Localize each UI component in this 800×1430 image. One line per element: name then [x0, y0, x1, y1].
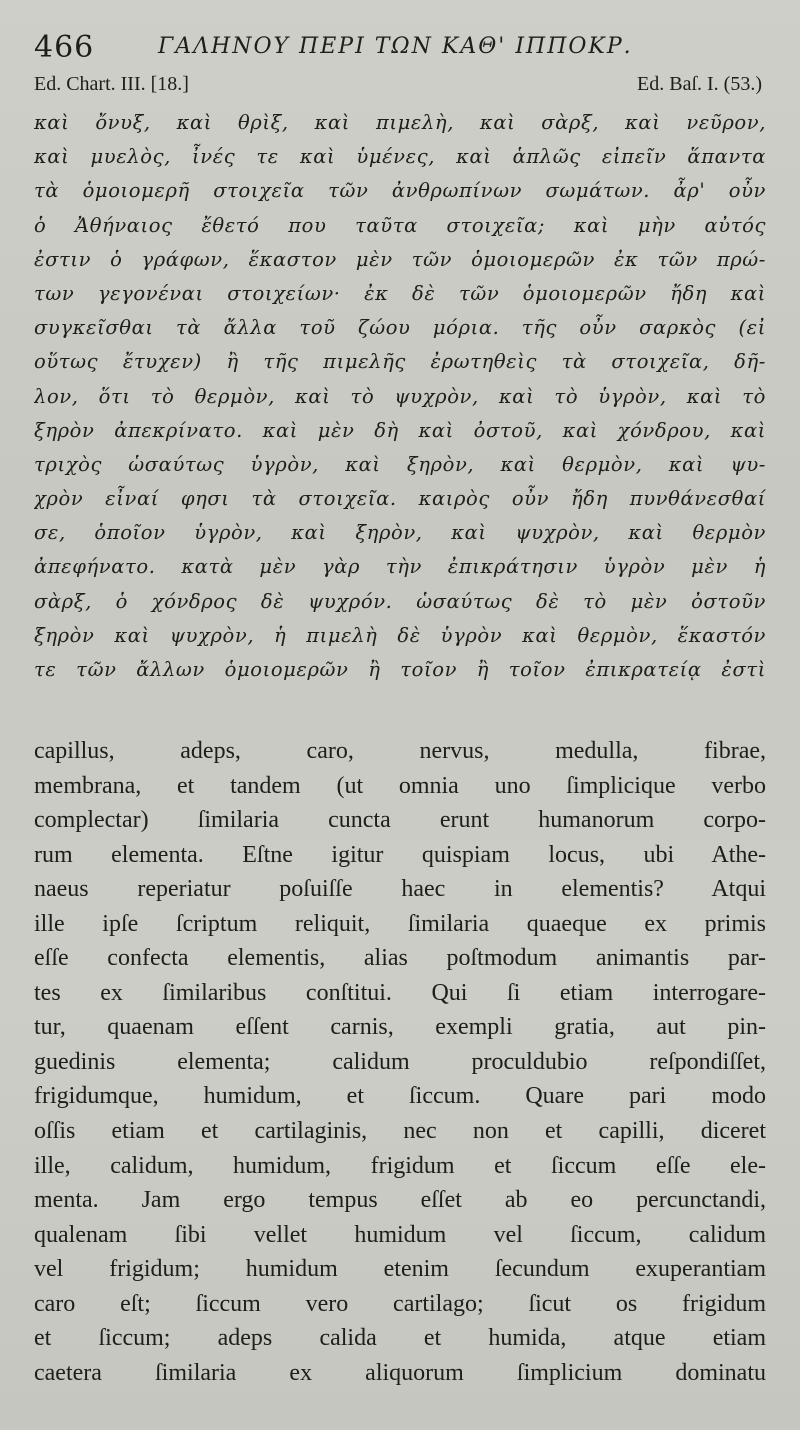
- greek-line: σὰρξ, ὁ χόνδρος δὲ ψυχρόν. ὡσαύτως δὲ τὸ μὲν ὀστοῦν: [34, 589, 766, 613]
- edition-references: [34, 73, 762, 99]
- latin-line: complectar) ſimilaria cuncta erunt humanorum corpo-: [34, 807, 766, 834]
- latin-line: vel frigidum; humidum etenim ſecundum exuperantiam: [34, 1256, 766, 1283]
- edition-reference-basel: Ed. Baſ. I. (53.): [637, 73, 762, 95]
- greek-line: τριχὸς ὡσαύτως ὑγρὸν, καὶ ξηρὸν, καὶ θερμὸν, καὶ ψυ-: [34, 452, 766, 476]
- latin-line: frigidumque, humidum, et ſiccum. Quare pari modo: [34, 1083, 766, 1110]
- greek-line: λον, ὅτι τὸ θερμὸν, καὶ τὸ ψυχρὸν, καὶ τὸ ὑγρὸν, καὶ τὸ: [34, 384, 766, 408]
- latin-line: qualenam ſibi vellet humidum vel ſiccum, calidum: [34, 1221, 766, 1248]
- greek-line: χρὸν εἶναί φησι τὰ στοιχεῖα. καιρὸς οὖν ἤδη πυνθάνεσθαί: [34, 487, 766, 511]
- edition-reference-chart: Ed. Chart. III. [18.]: [34, 73, 189, 95]
- greek-line: τὰ ὁμοιομερῆ στοιχεῖα τῶν ἀνθρωπίνων σωμάτων. ἆρ' οὖν: [34, 179, 766, 203]
- greek-text-block: [34, 106, 766, 687]
- greek-line: ὁ Ἀθήναιος ἔθετό που ταῦτα στοιχεῖα; καὶ μὴν αὐτός: [34, 213, 766, 237]
- page-number: 466: [34, 30, 95, 65]
- greek-line: ξηρὸν καὶ ψυχρὸν, ἡ πιμελὴ δὲ ὑγρὸν καὶ θερμὸν, ἕκαστόν: [34, 623, 766, 647]
- latin-line: eſſe confecta elementis, alias poſtmodum animantis par-: [34, 945, 766, 972]
- greek-line: καὶ ὄνυξ, καὶ θρὶξ, καὶ πιμελὴ, καὶ σὰρξ, καὶ νεῦρον,: [34, 111, 766, 134]
- greek-line: τε τῶν ἄλλων ὁμοιομερῶν ἢ τοῖον ἢ τοῖον ἐπικρατείᾳ ἐστὶ: [34, 658, 766, 681]
- latin-line: caetera ſimilaria ex aliquorum ſimplicium dominatu: [34, 1359, 766, 1386]
- greek-line: σε, ὁποῖον ὑγρὸν, καὶ ξηρὸν, καὶ ψυχρὸν, καὶ θερμὸν: [34, 521, 766, 545]
- greek-line: οὕτως ἔτυχεν) ἢ τῆς πιμελῆς ἐρωτηθεὶς τὰ στοιχεῖα, δῆ-: [34, 350, 766, 374]
- latin-line: caro eſt; ſiccum vero cartilago; ſicut os frigidum: [34, 1290, 766, 1317]
- latin-line: ille ipſe ſcriptum reliquit, ſimilaria quaeque ex primis: [34, 910, 766, 937]
- latin-line: membrana, et tandem (ut omnia uno ſimplicique verbo: [34, 772, 766, 799]
- latin-line: et ſiccum; adeps calida et humida, atque etiam: [34, 1325, 766, 1352]
- latin-line: ille, calidum, humidum, frigidum et ſiccum eſſe ele-: [34, 1152, 766, 1179]
- latin-line: rum elementa. Eſtne igitur quispiam locus, ubi Athe-: [34, 841, 766, 868]
- latin-line: tes ex ſimilaribus conſtitui. Qui ſi etiam interrogare-: [34, 979, 766, 1006]
- greek-line: καὶ μυελὸς, ἶνές τε καὶ ὑμένες, καὶ ἁπλῶς εἰπεῖν ἅπαντα: [34, 145, 766, 169]
- greek-line: ἐστιν ὁ γράφων, ἕκαστον μὲν τῶν ὁμοιομερῶν ἐκ τῶν πρώ-: [34, 247, 766, 271]
- greek-line: συγκεῖσθαι τὰ ἄλλα τοῦ ζώου μόρια. τῆς οὖν σαρκὸς (εἰ: [34, 316, 766, 340]
- running-title: ΓΑΛΗΝΟΥ ΠΕΡΙ ΤΩΝ ΚΑΘ' ΙΠΠΟΚΡ.: [158, 34, 633, 59]
- page-header: [30, 28, 770, 64]
- latin-line: guedinis elementa; calidum proculdubio reſpondiſſet,: [34, 1048, 766, 1075]
- latin-line: tur, quaenam eſſent carnis, exempli gratia, aut pin-: [34, 1014, 766, 1041]
- latin-line: capillus, adeps, caro, nervus, medulla, fibrae,: [34, 738, 766, 764]
- greek-line: ξηρὸν ἀπεκρίνατο. καὶ μὲν δὴ καὶ ὀστοῦ, καὶ χόνδρου, καὶ: [34, 418, 766, 442]
- greek-line: ἀπεφήνατο. κατὰ μὲν γὰρ τὴν ἐπικράτησιν ὑγρὸν μὲν ἡ: [34, 555, 766, 579]
- latin-text-block: [34, 734, 766, 1390]
- latin-line: naeus reperiatur poſuiſſe haec in elementis? Atqui: [34, 876, 766, 903]
- greek-line: των γεγονέναι στοιχείων· ἐκ δὲ τῶν ὁμοιομερῶν ἤδη καὶ: [34, 281, 766, 305]
- latin-line: menta. Jam ergo tempus eſſet ab eo percunctandi,: [34, 1187, 766, 1214]
- latin-line: oſſis etiam et cartilaginis, nec non et capilli, diceret: [34, 1118, 766, 1145]
